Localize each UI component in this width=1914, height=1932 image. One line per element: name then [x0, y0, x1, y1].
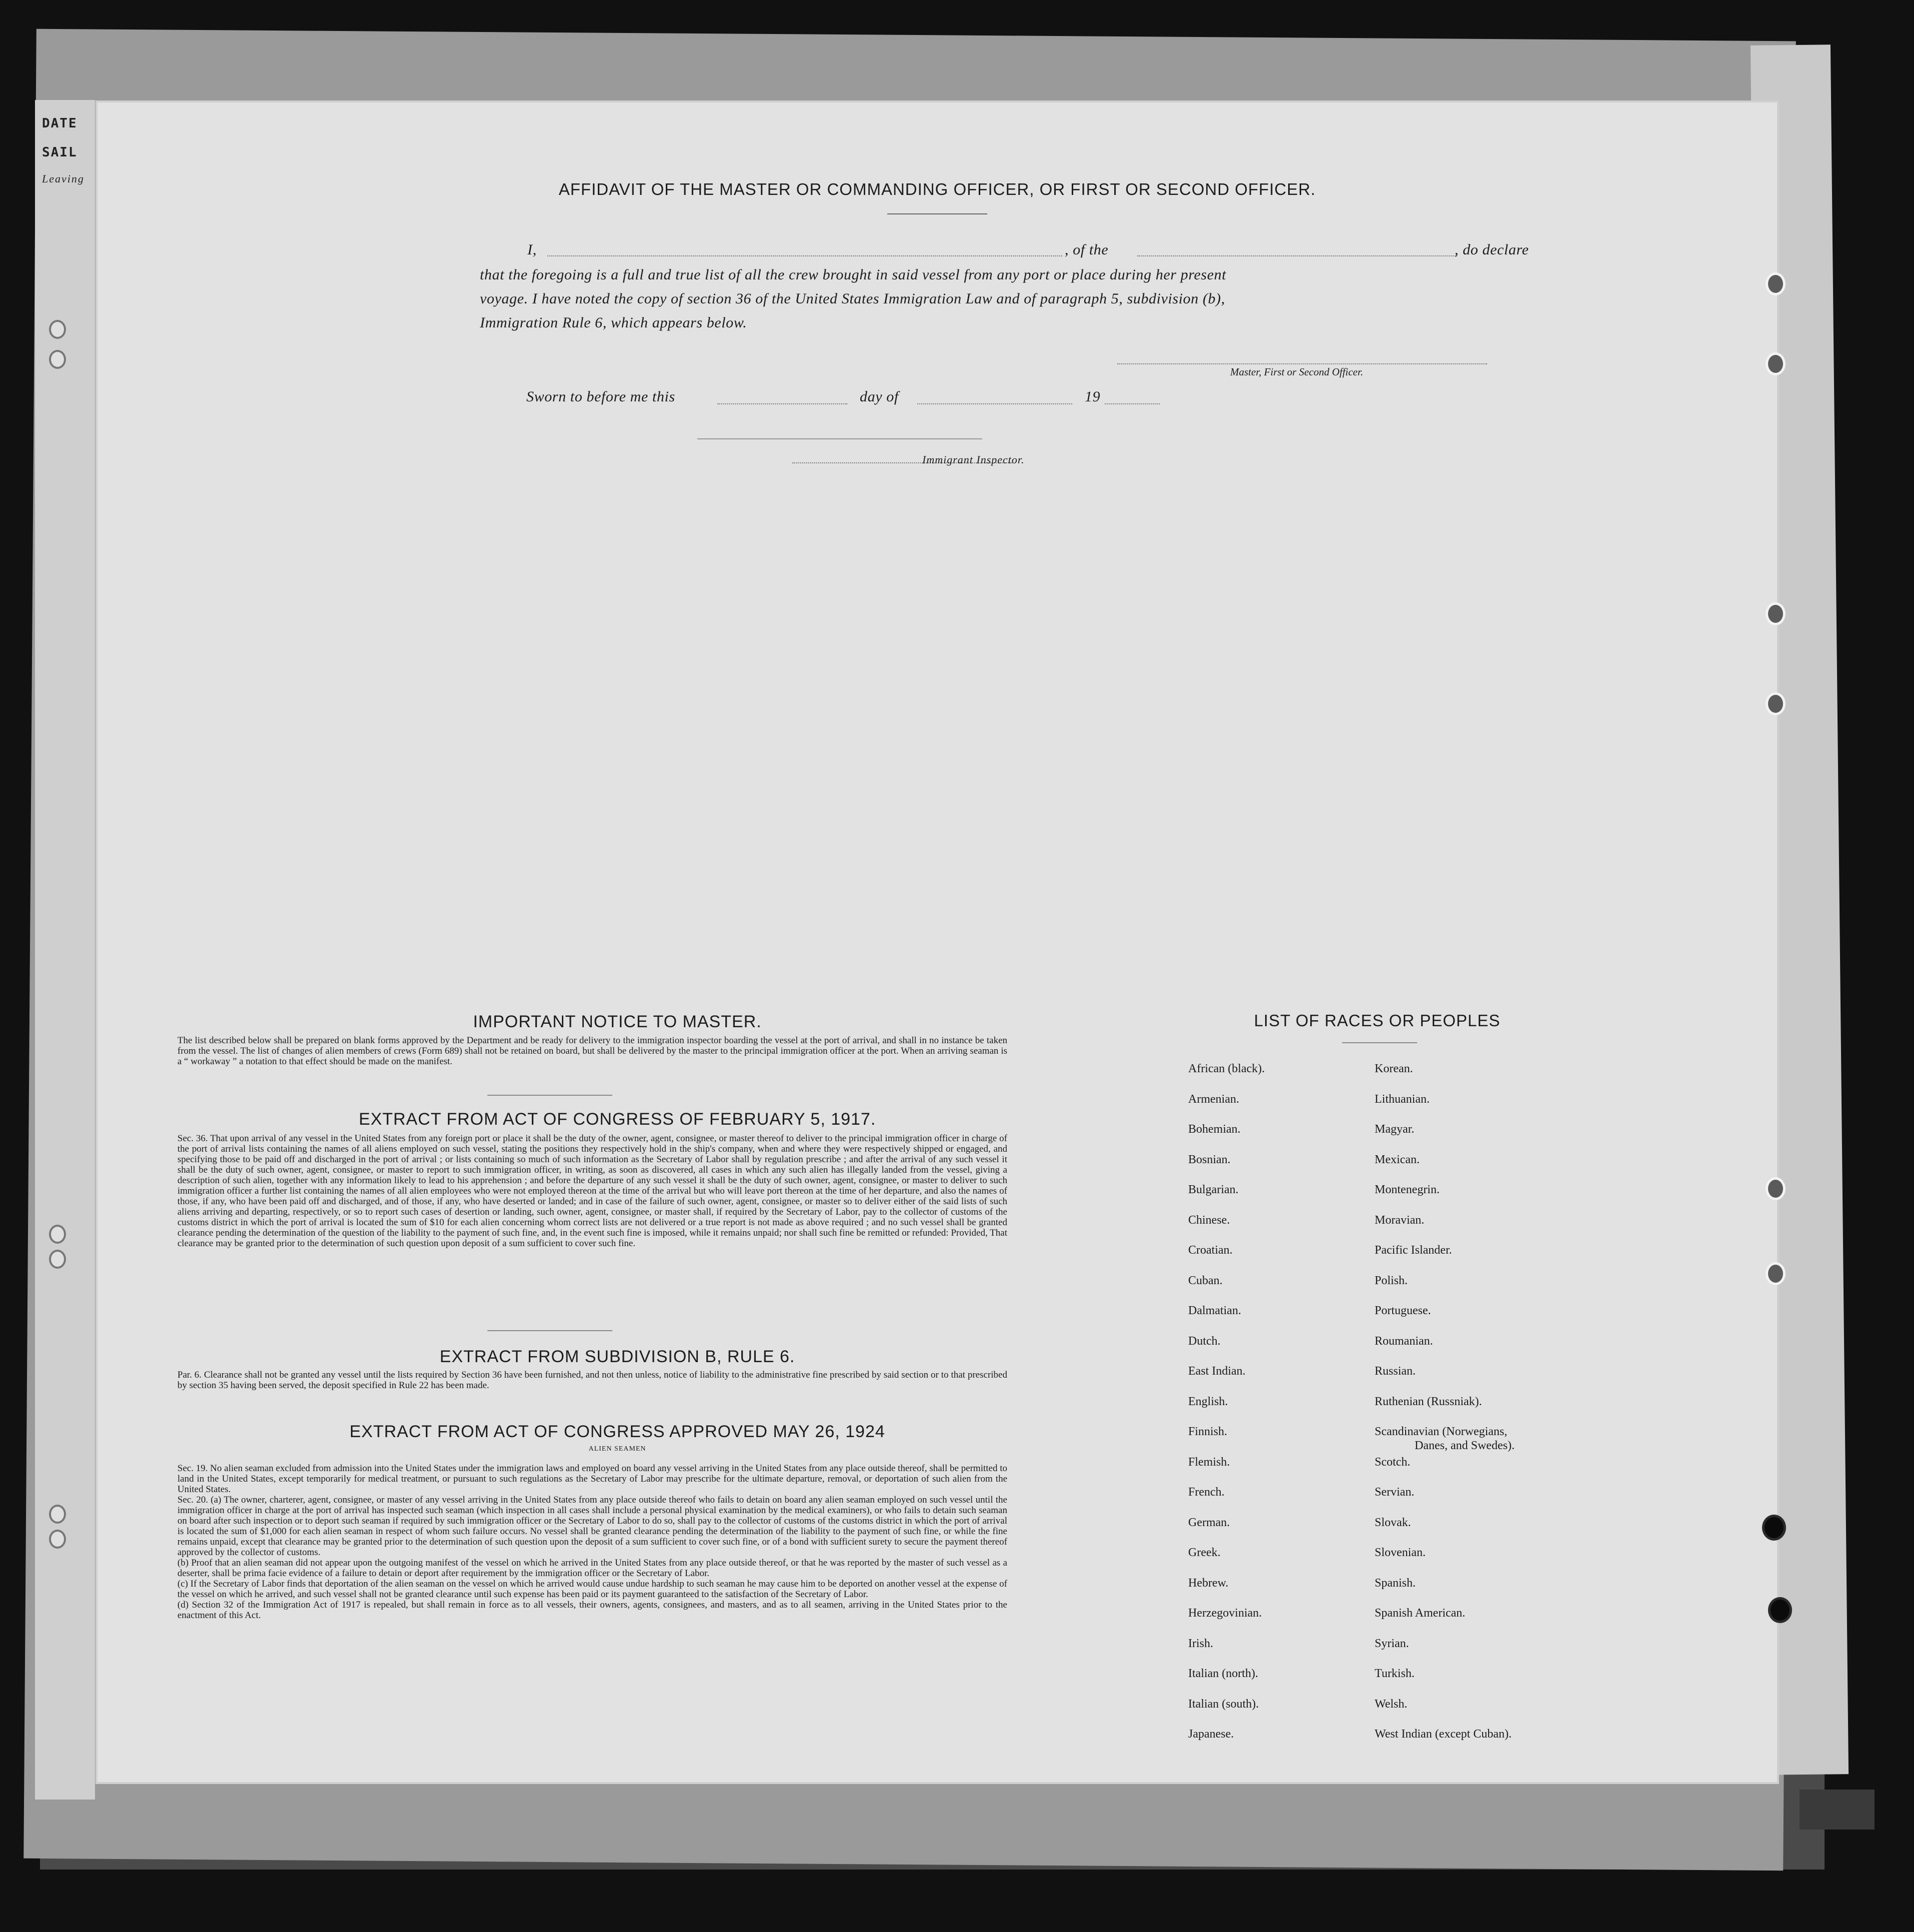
binder-hole-icon	[1766, 272, 1786, 295]
race-item: Welsh.	[1375, 1697, 1408, 1711]
race-item: German.	[1188, 1516, 1230, 1529]
divider	[887, 213, 987, 214]
race-item: Flemish.	[1188, 1455, 1230, 1469]
background-sheet-corner	[1800, 1790, 1875, 1830]
notice-text: The list described below shall be prepared on blank forms approved by the Department and be ready for delivery to the immigration inspector boarding the vessel at the port of arrival, and shall in no instance be taken from the vessel. The list of changes of alien members of crews (Form 689) shall not be retained on board, but shall be delivered by the master to the principal immigration officer at the port. When an arriving seaman is a “ workaway ” a notation to that effect should be made on the manifest.	[177, 1035, 1007, 1067]
race-item: Moravian.	[1375, 1213, 1425, 1227]
race-item: Croatian.	[1188, 1244, 1233, 1257]
race-item: Russian.	[1375, 1365, 1416, 1378]
race-item: Spanish American.	[1375, 1607, 1466, 1620]
binder-hole-icon	[49, 1250, 66, 1269]
race-item: Slovenian.	[1375, 1546, 1426, 1559]
name-blank[interactable]	[547, 255, 1062, 256]
race-item: Italian (north).	[1188, 1667, 1258, 1680]
margin-label-sail: SAIL	[42, 145, 77, 160]
extract-1917-text: Sec. 36. That upon arrival of any vessel in the United States from any foreign port or place it shall be the duty of the owner, agent, consignee, or master thereof to deliver to the principal immigration officer in charge of the port of arrival lists containing the names of all aliens employed on such vessel, stating the positions they respectively hold in the ship's company, when and where they were respectively shipped or engaged, and specifying those to be paid off and discharged in the port of arrival ; or lists containing so much of such information as the Secretary of Labor shall by regulation prescribe ; and after the arrival of any such vessel it shall be the duty of such owner, agent, consignee, or master to report to such immigration officer, in writing, as soon as discovered, all cases in which any such alien has illegally landed from the vessel, giving a description of such alien, together with any information likely to lead to his apprehension ; and before the departure of any such vessel it shall be the duty of such owner, agent, consignee, or master to deliver to such immigration officer a further list containing the names of all alien employees who were not employed thereon at the time of the arrival but who will leave port thereon at the time of her departure, and also the names of those, if any, who have been paid off and discharged, and of those, if any, who have deserted or landed; and in case of the failure of such owner, agent, consignee, or master so to deliver either of the said lists of such aliens arriving and departing, respectively, or so to report such cases of desertion or landing, such owner, agent, consignee, or master shall, if required by the Secretary of Labor, pay to the collector of customs of the customs district in which the port of arrival is located the sum of $10 for each alien concerning whom correct lists are not delivered or a true report is not made as above required ; and no such vessel shall be granted clearance pending the determination of the question of the liability to the payment of such fine, and, in the event such fine is imposed, while it remains unpaid; nor shall such fine be remitted or refunded: Provided, That clearance may be granted prior to the determination of such question upon deposit of a sum sufficient to cover such fine.	[177, 1133, 1007, 1249]
race-item: Magyar.	[1375, 1123, 1415, 1136]
race-item: Montenegrin.	[1375, 1183, 1440, 1196]
race-item: Servian.	[1375, 1486, 1415, 1499]
race-item: African (black).	[1188, 1062, 1265, 1075]
extract-1924-title: EXTRACT FROM ACT OF CONGRESS APPROVED MAY 26, 1924	[349, 1422, 885, 1441]
race-item: Herzegovinian.	[1188, 1607, 1262, 1620]
binder-hole-icon	[49, 320, 66, 339]
margin-label-date: DATE	[42, 116, 77, 131]
extract-1924-subtitle: ALIEN SEAMEN	[588, 1445, 646, 1453]
binder-hole-icon	[49, 1225, 66, 1244]
sworn-label: Sworn to before me this	[526, 388, 675, 405]
race-item-continuation: Danes, and Swedes).	[1415, 1439, 1515, 1452]
race-item: Armenian.	[1188, 1092, 1239, 1106]
divider	[697, 438, 982, 439]
extract-1924-sec20c: (c) If the Secretary of Labor finds that deportation of the alien seaman on the vessel on which he arrived would cause undue hardship to such seaman he may cause him to be deported on another vessel at the expense of the vessel on which he arrived, and such vessel shall not be granted clearance until such expense has been paid or its payment guaranteed to the satisfaction of the Secretary of Labor.	[177, 1579, 1007, 1600]
race-item: Scandinavian (Norwegians,	[1375, 1425, 1508, 1438]
extract-1924-sec20b: (b) Proof that an alien seaman did not appear upon the outgoing manifest of the vessel on which he arrived in the United States from any place outside thereof, or that he was reported by the master of such vessel as a deserter, shall be prima facie evidence of a failure to detain or deport after requirement by the immigration officer or the Secretary of Labor.	[177, 1558, 1007, 1579]
extract-1924-sec19: Sec. 19. No alien seaman excluded from admission into the United States under the immigration laws and employed on board any vessel arriving in the United States from any place outside thereof, shall be permitted to land in the United States, except temporarily for medical treatment, or pursuant to such regulations as the Secretary of Labor may prescribe for the ultimate departure, removal, or deportation of such alien from the United States.	[177, 1463, 1007, 1495]
divider	[487, 1095, 612, 1096]
race-item: Syrian.	[1375, 1637, 1409, 1650]
race-item: Korean.	[1375, 1062, 1413, 1075]
day-of-label: day of	[860, 388, 899, 405]
affidavit-line2: that the foregoing is a full and true list of all the crew brought in said vessel from any port or place during her present	[480, 266, 1227, 283]
race-item: Bohemian.	[1188, 1123, 1241, 1136]
race-item: Cuban.	[1188, 1274, 1223, 1287]
race-item: Hebrew.	[1188, 1576, 1229, 1590]
sworn-month-blank[interactable]	[917, 403, 1072, 404]
race-item: Polish.	[1375, 1274, 1408, 1287]
race-item: Chinese.	[1188, 1213, 1230, 1227]
race-item: Lithuanian.	[1375, 1092, 1430, 1106]
race-item: Slovak.	[1375, 1516, 1411, 1529]
race-item: Irish.	[1188, 1637, 1213, 1650]
sworn-day-blank[interactable]	[717, 403, 847, 404]
inspector-signature-label: Immigrant Inspector.	[922, 453, 1025, 466]
extract-rule6-text: Par. 6. Clearance shall not be granted any vessel until the lists required by Section 36 have been furnished, and not then unless, notice of liability to the administrative fine prescribed by said section or to that prescribed by section 35 having been served, the deposit specified in Rule 22 has been made.	[177, 1370, 1007, 1391]
year-label: 19	[1085, 388, 1101, 405]
race-item: Scotch.	[1375, 1455, 1411, 1469]
extract-1924-sec20a: Sec. 20. (a) The owner, charterer, agent, consignee, or master of any vessel arriving in the United States from any place outside thereof who fails to detain on board any alien seaman employed on such vessel until the immigration officer in charge at the port of arrival has inspected such seaman (which inspection in all cases shall include a personal physical examination by the medical examiners), or who fails to detain such seaman on board after such inspection or to deport such seaman if required by such immigration officer or the Secretary of Labor to do so, shall pay to the collector of customs of the customs district in which the port of arrival is located the sum of $1,000 for each alien seaman in respect of whom such failure occurs. No vessel shall be granted clearance pending the determination of the liability to the payment of such fine, or while the fine remains unpaid, except that clearance may be granted prior to the determination of such question upon the deposit of a sum sufficient to cover such fine, or of a bond with sufficient surety to secure the payment thereof approved by the collector of customs.	[177, 1495, 1007, 1558]
extract-1924-body	[177, 1463, 1007, 1621]
extract-rule6-title: EXTRACT FROM SUBDIVISION B, RULE 6.	[439, 1347, 795, 1366]
race-item: Pacific Islander.	[1375, 1244, 1452, 1257]
affidavit-title: AFFIDAVIT OF THE MASTER OR COMMANDING OFFICER, OR FIRST OR SECOND OFFICER.	[558, 180, 1316, 198]
binder-hole-icon	[1768, 1597, 1792, 1623]
binder-hole-icon	[1766, 692, 1786, 715]
binder-hole-icon	[1766, 602, 1786, 625]
race-item: Bosnian.	[1188, 1153, 1231, 1166]
vessel-blank[interactable]	[1137, 255, 1457, 256]
master-signature-label: Master, First or Second Officer.	[1230, 366, 1363, 378]
divider	[1342, 1042, 1417, 1043]
divider	[487, 1330, 612, 1331]
race-item: Greek.	[1188, 1546, 1221, 1559]
race-item: Ruthenian (Russniak).	[1375, 1395, 1482, 1408]
race-item: West Indian (except Cuban).	[1375, 1728, 1512, 1741]
master-signature-blank[interactable]	[1117, 363, 1487, 364]
race-item: French.	[1188, 1486, 1225, 1499]
race-item: Dutch.	[1188, 1334, 1221, 1348]
notice-title: IMPORTANT NOTICE TO MASTER.	[473, 1012, 762, 1031]
race-item: Spanish.	[1375, 1576, 1416, 1590]
binder-hole-icon	[1762, 1515, 1786, 1541]
binder-hole-icon	[49, 1505, 66, 1524]
margin-label-leaving: Leaving	[42, 172, 84, 185]
race-item: English.	[1188, 1395, 1228, 1408]
affidavit-do-declare: , do declare	[1455, 241, 1529, 258]
affidavit-line4: Immigration Rule 6, which appears below.	[480, 314, 747, 331]
binder-hole-icon	[49, 350, 66, 369]
affidavit-of-the: , of the	[1065, 241, 1109, 258]
form-page	[97, 102, 1777, 1782]
binder-hole-icon	[49, 1530, 66, 1549]
race-item: Roumanian.	[1375, 1334, 1433, 1348]
race-item: East Indian.	[1188, 1365, 1246, 1378]
affidavit-i: I,	[527, 241, 537, 258]
races-title: LIST OF RACES OR PEOPLES	[1254, 1011, 1501, 1030]
race-item: Turkish.	[1375, 1667, 1415, 1680]
binder-hole-icon	[1766, 1262, 1786, 1285]
sworn-year-blank[interactable]	[1105, 403, 1160, 404]
binder-hole-icon	[1766, 352, 1786, 375]
race-item: Italian (south).	[1188, 1697, 1259, 1711]
race-item: Bulgarian.	[1188, 1183, 1239, 1196]
extract-1917-title: EXTRACT FROM ACT OF CONGRESS OF FEBRUARY 5, 1917.	[358, 1110, 876, 1129]
extract-1924-sec20d: (d) Section 32 of the Immigration Act of 1917 is repealed, but shall remain in force as to all vessels, their owners, agents, consignees, and masters, and as to all seamen, arriving in the United States prior to the enactment of this Act.	[177, 1600, 1007, 1621]
race-item: Dalmatian.	[1188, 1304, 1241, 1317]
race-item: Finnish.	[1188, 1425, 1228, 1438]
race-item: Japanese.	[1188, 1728, 1234, 1741]
race-item: Portuguese.	[1375, 1304, 1431, 1317]
affidavit-line3: voyage. I have noted the copy of section 36 of the United States Immigration Law and of paragraph 5, subdivision (b),	[480, 290, 1225, 307]
binder-hole-icon	[1766, 1177, 1786, 1200]
race-item: Mexican.	[1375, 1153, 1420, 1166]
